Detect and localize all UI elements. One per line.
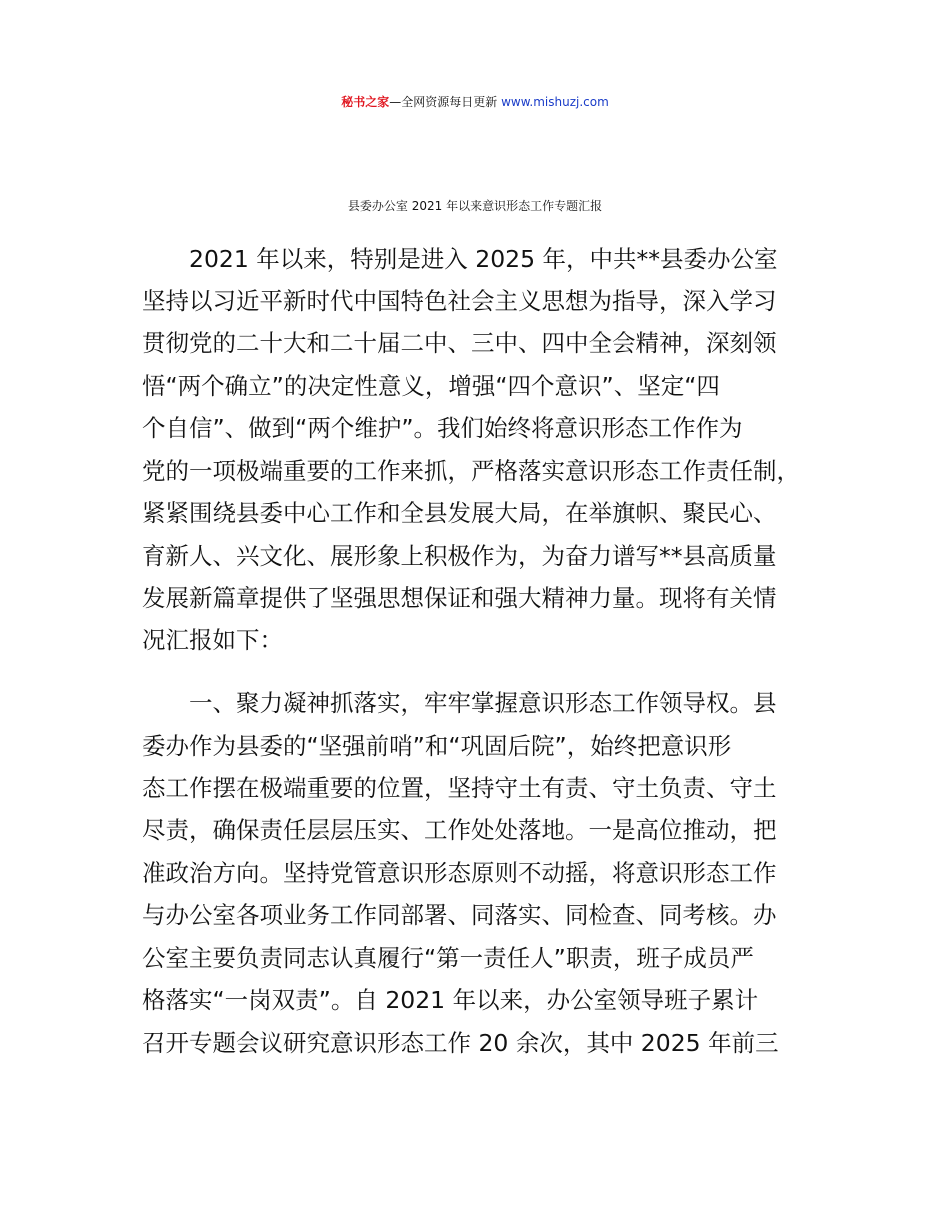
body-line-7: 紧紧围绕县委中心工作和全县发展大局，在举旗帜、聚民心、 <box>142 499 777 527</box>
site-brand: 秘书之家 <box>341 95 390 109</box>
body-line-10: 况汇报如下： <box>142 626 283 654</box>
body-line-9: 发展新篇章提供了坚强思想保证和强大精神力量。现将有关情 <box>142 584 777 612</box>
body-line-16: 与办公室各项业务工作同部署、同落实、同检查、同考核。办 <box>142 901 777 929</box>
body-line-8: 育新人、兴文化、展形象上积极作为，为奋力谱写**县高质量 <box>142 542 777 570</box>
site-tagline: —全网资源每日更新 <box>389 95 502 109</box>
site-header <box>0 88 950 116</box>
body-line-2: 坚持以习近平新时代中国特色社会主义思想为指导，深入学习 <box>142 287 777 315</box>
site-url-link[interactable]: www.mishuzj.com <box>501 95 609 109</box>
body-line-14: 尽责，确保责任层层压实、工作处处落地。一是高位推动，把 <box>142 816 777 844</box>
body-line-11: 一、聚力凝神抓落实，牢牢掌握意识形态工作领导权。县 <box>189 689 777 717</box>
body-line-12: 委办作为县委的“坚强前哨”和“巩固后院”，始终把意识形 <box>142 732 732 760</box>
body-line-5: 个自信”、做到“两个维护”。我们始终将意识形态工作作为 <box>142 414 743 442</box>
document-title: 县委办公室 2021 年以来意识形态工作专题汇报 <box>347 199 603 213</box>
body-line-19: 召开专题会议研究意识形态工作 20 余次，其中 2025 年前三 <box>142 1029 779 1057</box>
body-line-13: 态工作摆在极端重要的位置，坚持守土有责、守土负责、守土 <box>142 774 777 802</box>
body-line-4: 悟“两个确立”的决定性意义，增强“四个意识”、坚定“四 <box>142 372 720 400</box>
body-line-6: 党的一项极端重要的工作来抓，严格落实意识形态工作责任制， <box>142 457 800 485</box>
body-line-3: 贯彻党的二十大和二十届二中、三中、四中全会精神，深刻领 <box>142 329 777 357</box>
body-line-1: 2021 年以来，特别是进入 2025 年，中共**县委办公室 <box>189 245 778 273</box>
body-line-18: 格落实“一岗双责”。自 2021 年以来，办公室领导班子累计 <box>142 986 759 1014</box>
body-line-17: 公室主要负责同志认真履行“第一责任人”职责，班子成员严 <box>142 944 754 972</box>
body-line-15: 准政治方向。坚持党管意识形态原则不动摇，将意识形态工作 <box>142 859 777 887</box>
